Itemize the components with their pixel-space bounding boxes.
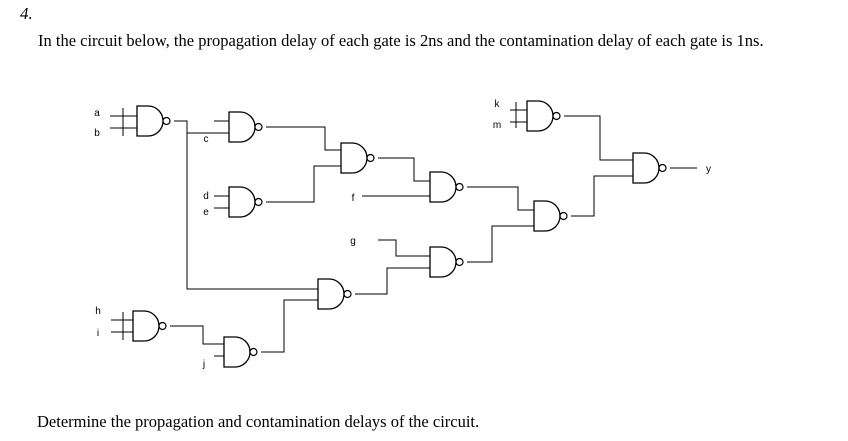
input-label-a: a [94,108,100,119]
inverter-bubble-g7 [344,291,351,298]
nand-gate-g2 [229,112,255,142]
circuit-gates [133,101,666,367]
nand-gate-g3 [229,187,255,217]
input-label-j: j [202,359,206,370]
wire-15 [467,187,534,210]
nand-gate-g8 [534,201,560,231]
input-label-d: d [203,191,209,202]
inverter-bubble-g9 [159,323,166,330]
problem-number: 4. [20,4,33,23]
input-label-c: c [203,134,209,145]
problem-statement: In the circuit below, the propagation delay of each gate is 2ns and the contamination delay of each gate is 1ns. [38,31,764,50]
nand-gate-g9 [133,311,159,341]
wire-22 [261,300,318,352]
input-label-b: b [94,128,100,139]
inverter-bubble-g4 [367,155,374,162]
nand-gate-g10 [224,337,250,367]
input-label-e: e [203,207,209,218]
input-label-f: f [351,193,355,204]
inverter-bubble-g2 [255,124,262,131]
nand-gate-g1 [137,106,163,136]
inverter-bubble-g11 [553,113,560,120]
wire-27 [571,176,633,216]
input-label-k: k [494,99,500,110]
wire-11 [378,158,430,181]
nand-gate-g4 [341,143,367,173]
nand-gate-g5 [430,172,456,202]
nand-gate-g6 [430,247,456,277]
wire-13 [378,240,430,256]
input-label-m: m [492,120,502,131]
nand-gate-g11 [527,101,553,131]
wire-16 [467,226,534,262]
wire-9 [266,127,341,150]
wire-14 [355,268,430,294]
input-label-g: g [350,236,356,247]
input-label-h: h [95,306,101,317]
closing-question: Determine the propagation and contamination delays of the circuit. [37,412,480,431]
inverter-bubble-g10 [250,349,257,356]
output-label-y: y [706,164,711,175]
inverter-bubble-g6 [456,259,463,266]
inverter-bubble-g8 [560,213,567,220]
nand-gate-g7 [318,279,344,309]
inverter-bubble-g12 [659,165,666,172]
input-label-i: i [96,328,100,339]
circuit-wires [110,102,697,356]
wire-10 [266,166,341,202]
inverter-bubble-g1 [163,118,170,125]
inverter-bubble-g3 [255,199,262,206]
wire-26 [564,116,633,160]
wire-20 [170,326,224,344]
nand-gate-g12 [633,153,659,183]
inverter-bubble-g5 [456,184,463,191]
